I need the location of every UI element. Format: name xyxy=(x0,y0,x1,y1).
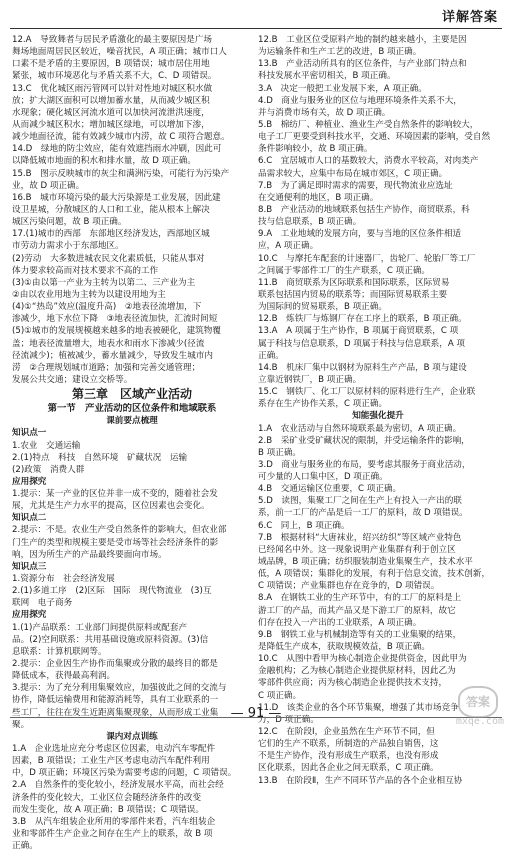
text-line: 12.B 工业区位受原料产地的制约越来越小，主要是因 xyxy=(258,35,467,45)
text-line: 联系包括国内贸易的联系等；而国际贸易联系主要 xyxy=(258,289,448,300)
text-line: 不是生产协作，没有形成生产联系，也没有形成 xyxy=(258,751,439,762)
text-line: 7.B 为了满足即时需求的需要，现代物流业应选址 xyxy=(258,180,453,191)
text-line: 金融机构；乙为核心制造企业提供原材料，因此乙为 xyxy=(258,666,456,677)
text-line: ②由以农业用地为主转为以建设用地为主 xyxy=(12,289,166,300)
text-line: 技与信息联系，B 项正确。 xyxy=(258,217,362,228)
knowledge-label: 知识点三 xyxy=(12,561,47,572)
text-line: 涝 ②合理规划城市道路；加强和完善交通管理； xyxy=(12,362,201,373)
text-line: 门生产的类型和规模主要是受市场等社会经济条件的影 xyxy=(12,537,219,548)
text-line: 16.B 城市环境污染的最大污染源是工业发展，因此建 xyxy=(12,192,221,203)
text-line: 品。(2)空间联系：共用基础设施或原料资源。(3)信 xyxy=(12,634,209,645)
text-line: 10.C 与摩托车配套的计速器厂，齿轮厂、轮胎厂等工厂 xyxy=(258,253,476,264)
text-line: 13.B 产业活动所具有的区位条件，与产业部门特点和 xyxy=(258,59,467,70)
text-line: 12.A 导致舞者与居民矛盾激化的最主要原因是广场 xyxy=(12,35,213,45)
text-line: 5.B 棉纺厂、种植业、渔业生产受自然条件的影响较大， xyxy=(258,119,479,130)
text-line: 以降低城市地面的积水和排水量，故 D 项正确。 xyxy=(12,156,196,167)
subsection-heading: 课前要点梳理 xyxy=(106,416,158,427)
text-line: 1.A 企业选址应充分考虑区位因素，电动汽车零配件 xyxy=(12,744,216,755)
text-line: 5.D 读图，集聚工厂之间在生产上有投入一产出的联 xyxy=(258,496,462,507)
text-line: 体力要求较高而对技术要求不高的工作 xyxy=(12,265,159,276)
text-line: 零部件供应商；丙为核心制造企业提供技术支持， xyxy=(258,678,448,689)
text-line: 6.C 同上，B 项正确。 xyxy=(258,520,350,531)
text-line: 15.C 钢铁厂、化工厂以原材料的原料进行生产，企业联 xyxy=(258,387,476,398)
text-line: 2.A 自然条件的变化较小，经济发展水平高，而社会经 xyxy=(12,780,224,791)
watermark-url: mxqe.com xyxy=(455,716,504,727)
text-line: 系，前一工厂的产品是后一工厂的原料，故 D 项错误。 xyxy=(258,508,468,519)
text-line: B 项正确。 xyxy=(258,447,302,458)
text-line: 13.C 优化城区雨污管网可以针对性地对城区积水做 xyxy=(12,83,213,94)
text-line: 减少地面径流，能有效减少城市内涝，故 C 项符合题意。 xyxy=(12,132,230,143)
text-line: 2.B 采矿业受矿藏状况的限制，并受运输条件的影响， xyxy=(258,435,470,446)
text-line: 1.农业 交通运输 xyxy=(12,440,81,451)
text-line: 中，D 项正确；环境区污染为需要考虑的问题，C 项错误。 xyxy=(12,768,237,779)
text-line: 业，故 D 项正确。 xyxy=(12,180,85,191)
text-line: 在交通便利的地区，B 项正确。 xyxy=(258,192,379,203)
text-line: 1.A 农业活动与自然环境联系最为密切，A 项正确。 xyxy=(258,423,462,434)
text-line: 市劳动力需求小于东部地区。 xyxy=(12,241,124,252)
text-line: 14.B 机床厂集中以钢材为原料生产产品，B 项与建设 xyxy=(258,362,467,373)
text-line: 盖；地表径流量增大，地表水和雨水下渗减少(径流 xyxy=(12,338,205,349)
text-line: 17.(1)城市的西部 东部地区经济发达，西部地区城 xyxy=(12,229,210,240)
text-line: 2.(1)多道工序 (2)区际 国际 现代物流业 (3)互 xyxy=(12,586,212,597)
text-line: 降低成本，获得最高利润。 xyxy=(12,671,116,682)
text-line: 4.D 商业与服务业的区位与地理环境条件关系不大， xyxy=(258,95,462,106)
knowledge-label: 应用探究 xyxy=(12,476,47,487)
right-column xyxy=(258,34,498,787)
text-line: 13.A A 项属于生产协作，B 项属于商贸联系，C 项 xyxy=(258,326,459,337)
text-line: (5)①城市的发展规模越来越多的地表被硬化，建筑物覆 xyxy=(12,326,221,337)
text-line: 14.D 绿地的防尘效应，能有效遮挡雨水冲刷，因此可 xyxy=(12,144,222,155)
text-line: 3.提示：为了充分利用集聚效应，加强彼此之间的交流与 xyxy=(12,683,227,694)
text-line: 1.提示：某一产业的区位并非一成不变的，随着社会发 xyxy=(12,489,218,500)
text-line: 8.B 产业活动的地域联系包括生产协作，商贸联系，科 xyxy=(258,204,470,215)
watermark-logo xyxy=(438,686,504,732)
knowledge-label: 知识点一 xyxy=(12,428,47,439)
knowledge-label: 应用探究 xyxy=(12,610,47,621)
text-line: 是降低生产成本，获取规模效益，B 项正确。 xyxy=(258,642,430,653)
text-line: 2.(1)特点 科技 自然环境 矿藏状况 运输 xyxy=(12,452,188,463)
text-line: 紧张，城市环境恶化与矛盾关系不大，C、D 项错误。 xyxy=(12,71,217,82)
text-line: 游工厂的产品，而其产品又是下游工厂的原料，故它 xyxy=(258,605,456,616)
left-column xyxy=(12,34,252,852)
text-line: 区化联系，因此各企业之间无联系，C 项正确。 xyxy=(258,763,439,774)
text-line: 展，尤其是生产力水平的提高，区位因素也会变化。 xyxy=(12,501,210,512)
text-line: 电子工厂更要受到科技水平，交通、环境因素的影响，受自然 xyxy=(258,132,491,143)
text-line: 11.B 商贸联系为区际联系和国际联系，区际贸易 xyxy=(258,277,450,288)
text-line: 径流减少)；植被减少，蓄水量减少，导致发生城市内 xyxy=(12,350,214,361)
text-line: 1.(1)产品联系：工业部门间提供原料或配套产 xyxy=(12,622,188,633)
text-line: C 项错误；产业集群也存在竞争的，D 项错误。 xyxy=(258,581,440,592)
text-line: 力，D 项正确。 xyxy=(258,714,319,725)
text-line: 域品牌，B 项正确；纺织服装制造业集聚生产，技术水平 xyxy=(258,557,473,568)
text-line: 4.B 交通运输区位重要，C 项正确。 xyxy=(258,484,402,495)
text-line: C 项正确。 xyxy=(258,690,302,701)
header-rule xyxy=(10,28,502,29)
text-line: 12.C 在阶段Ⅰ，企业虽然在生产环节不同，但 xyxy=(258,727,435,738)
text-line: 些工厂，往往在发生近距离集聚现象，从而形成工业集 xyxy=(12,707,219,718)
text-line: 9.A 工业地域的发展方向，要与当地的区位条件相适 xyxy=(258,229,462,240)
text-line: 应，A 项正确。 xyxy=(258,241,319,252)
subsection-heading: 课内对点训练 xyxy=(106,731,158,742)
text-line: 放；扩大湖区面积可以增加蓄水量，从而减少城区积 xyxy=(12,95,210,106)
text-line: 发展公共交通；建设立交桥等。 xyxy=(12,374,133,385)
text-line: 口素不是矛盾的主要原因，B 项错误；城市居住用地 xyxy=(12,59,210,70)
text-line: 属于科技与信息联系，D 项属于科技与信息联系，A 项 xyxy=(258,338,466,349)
knowledge-label: 知识点二 xyxy=(12,513,47,524)
text-line: 条件影响较小，故 B 项正确。 xyxy=(258,144,373,155)
text-line: 15.B 图示反映城市的灰尘和满洲污染，可能行为污染产 xyxy=(12,168,230,179)
text-line: (2)政策 消费人群 xyxy=(12,464,85,475)
text-line: 10.C 从图中看甲为核心制造企业提供资金，因此甲为 xyxy=(258,654,467,665)
text-line: 联网 电子商务 xyxy=(12,598,73,609)
text-line: (3)①由以第一产业为主转为以第二、三产业为主 xyxy=(12,277,196,288)
text-line: 正确。 xyxy=(258,350,284,361)
text-line: 而发生变化，故 A 项正确；B 项错误；C 项错误。 xyxy=(12,804,204,815)
text-line: 立靠近钢铁厂，B 项正确。 xyxy=(258,374,362,385)
text-line: 们存在投入一产出的工业联系，A 项正确。 xyxy=(258,617,422,628)
text-line: 6.C 宜居城市人口的基数较大，消费水平较高，对肉类产 xyxy=(258,156,479,167)
text-line: 11.D 该类企业的各个环节集聚，增强了其市场竞争 xyxy=(258,702,459,713)
text-line: 13.B 在阶段Ⅱ，生产不同环节产品的各个企业相互协 xyxy=(258,775,463,786)
text-line: 可少量的人口集中区，D 项正确。 xyxy=(258,472,388,483)
text-line: 系存在生产协作关系，C 项正确。 xyxy=(258,399,388,410)
text-line: 它们的生产不联系，所制造的产品独自销售，这 xyxy=(258,739,439,750)
text-line: 2.提示：企业因生产协作而集聚或分散的最终目的都是 xyxy=(12,659,218,670)
text-line: 1.资源分布 社会经济发展 xyxy=(12,574,115,585)
subsection-heading: 知能强化提升 xyxy=(352,411,404,422)
text-line: 为国际间的贸易联系，B 项正确。 xyxy=(258,302,387,313)
text-line: 响，因为所生产的产品最终要面向市场。 xyxy=(12,549,167,560)
text-line: 3.B 从汽车组装企业所用的零部件来看，汽车组装企 xyxy=(12,816,216,827)
text-line: 科技发展水平密切相关，B 项正确。 xyxy=(258,71,396,82)
text-line: 聚。 xyxy=(12,719,30,730)
text-line: 3.D 商业与服务业的布局，要考虑其服务于商业活动， xyxy=(258,459,471,470)
text-line: 之间属于零部件工厂的生产联系，C 项正确。 xyxy=(258,265,431,276)
text-line: 12.B 炼铁厂与炼钢厂存在工序上的联系，B 项正确。 xyxy=(258,314,467,325)
text-line: 正确。 xyxy=(12,841,38,852)
text-line: 舞场地面周居民区较近，噪音扰民，A 项正确；城市口人 xyxy=(12,47,227,58)
text-line: 品需求较大，应集中布局在城市郊区，C 项正确。 xyxy=(258,168,448,179)
text-line: 协作，降低运输费用和能源消耗等，具有工业联系的一 xyxy=(12,695,219,706)
text-line: 济条件的变化较大，工业区位会随经济条件的改变 xyxy=(12,792,202,803)
text-line: 已经闻名中外。这一现象说明产业集群有利于创立区 xyxy=(258,544,456,555)
text-line: 3.A 决定一般把工业发展下来，A 项正确。 xyxy=(258,83,427,94)
text-line: 业和零部件生产企业之间存在生产上的联系，故 B 项 xyxy=(12,829,213,839)
text-line: 水现象；硬化城区河流水道可以加快河流泄洪速度， xyxy=(12,107,210,118)
text-line: (2)劳动 大多数进城农民文化素质低，只能从事对 xyxy=(12,253,205,264)
text-line: 息联系：计算机联网等。 xyxy=(12,646,107,657)
text-line: (4)①“热岛”效应(温度升高) ②地表径流增加，下 xyxy=(12,302,202,313)
text-line: 8.A 在钢铁工业的生产环节中，有的工厂的原料是上 xyxy=(258,593,462,604)
text-line: 从而减少城区积水；增加城区绿地，可以增加下渗， xyxy=(12,119,210,130)
text-line: 因素，B 项错误；工业生产区考虑电动汽车配件利用 xyxy=(12,756,210,767)
text-line: 城区污染问题，故 B 项正确。 xyxy=(12,217,127,228)
text-line: 9.B 钢铁工业与机械制造等有关的工业集聚的结果， xyxy=(258,629,462,640)
text-line: 7.B 根据材料“大唐袜业，绍兴纺织”等区域产业特色 xyxy=(258,532,462,543)
text-line: 为运输条件和生产工艺的改进，B 项正确。 xyxy=(258,47,422,58)
text-line: 渗减少，地下水位下降 ③地表径流加快，汇流时间短 xyxy=(12,314,218,325)
section-heading: 第一节 产业活动的区位条件和地域联系 xyxy=(47,403,217,415)
page-number: — 91 — xyxy=(230,706,282,721)
text-line: 并与消费市场有关，故 D 项正确。 xyxy=(258,107,391,118)
watermark-mark: 答案 xyxy=(458,686,498,718)
text-line: 2.提示：不是。农业生产受自然条件的影响大，但农业部 xyxy=(12,525,227,536)
chapter-heading: 第三章 区域产业活动 xyxy=(71,387,192,402)
text-line: 设卫星城，分散城区的人口和工业，能从根本上解决 xyxy=(12,204,210,215)
header-title: 详解答案 xyxy=(441,10,498,25)
text-line: 低，A 项错误；集群化的发展，有利于信息交流，技术创新， xyxy=(258,569,491,580)
page-header xyxy=(0,0,512,30)
